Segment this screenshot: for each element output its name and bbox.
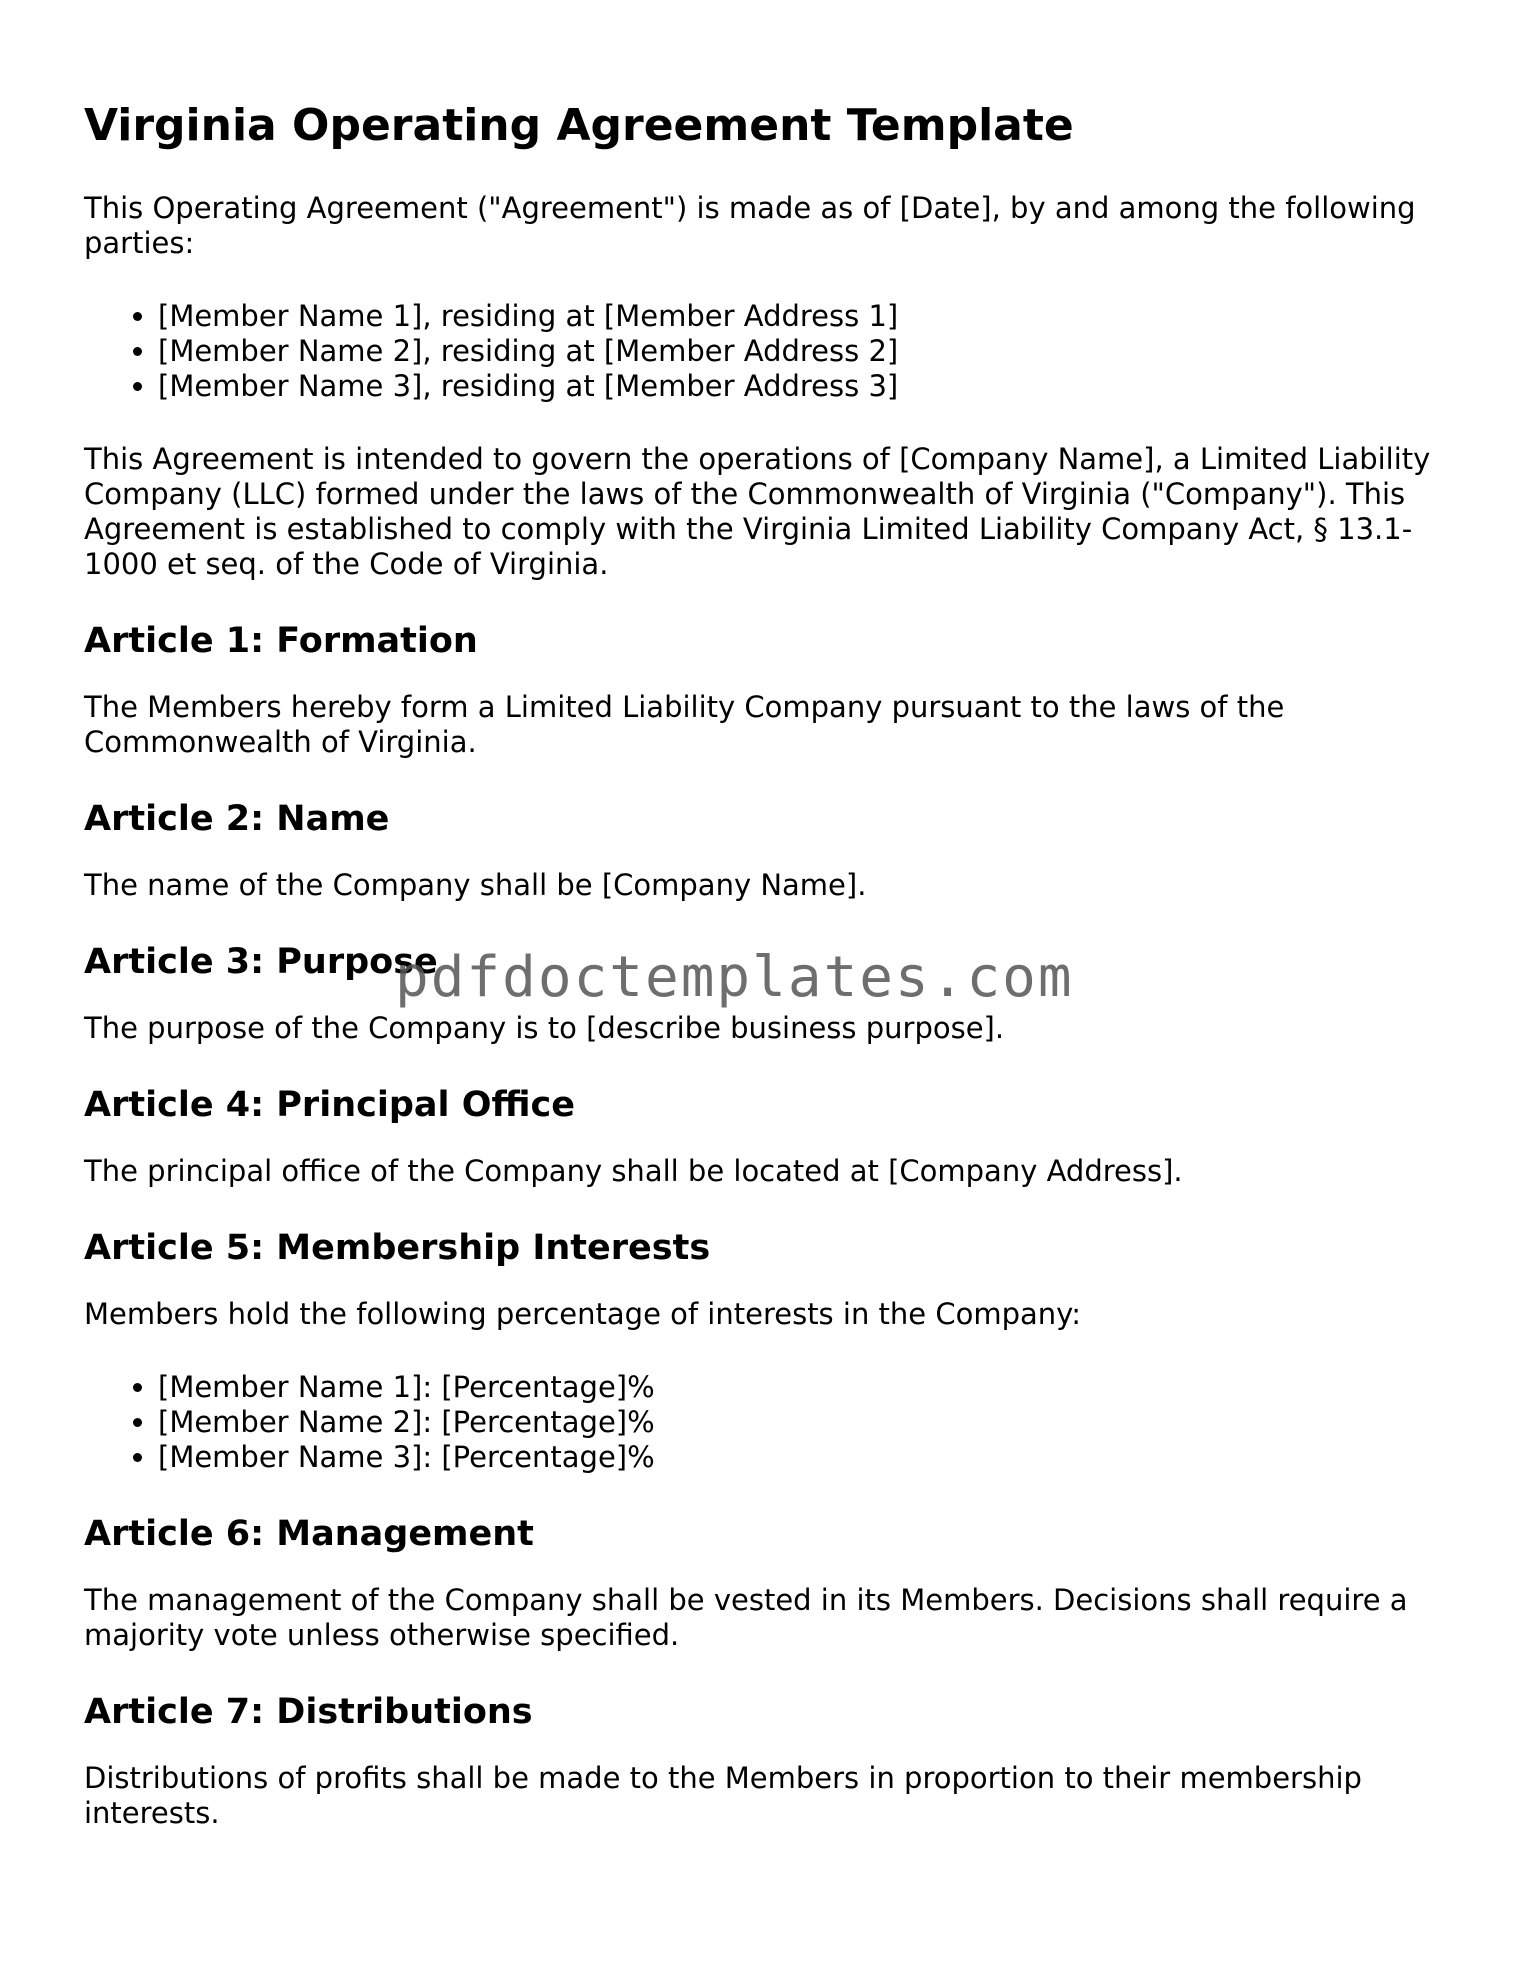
watermark-text: pdfdoctemplates.com: [395, 945, 1074, 1010]
party-item: • [Member Name 2], residing at [Member Address 2]: [158, 334, 1464, 369]
article-6-heading: Article 6: Management: [84, 1513, 534, 1554]
parties-list: [84, 299, 1464, 404]
intro-paragraph: This Operating Agreement ("Agreement") is made as of [Date], by and among the following parties:: [84, 190, 1416, 260]
article-7-text: Distributions of profits shall be made to the Members in proportion to their membership interests.: [84, 1760, 1362, 1830]
article-1-text: The Members hereby form a Limited Liability Company pursuant to the laws of the Commonwealth of Virginia.: [84, 689, 1285, 759]
interest-item: • [Member Name 3]: [Percentage]%: [158, 1440, 1464, 1475]
article-6-text: The management of the Company shall be vested in its Members. Decisions shall require a majority vote unless otherwise specified.: [84, 1582, 1408, 1652]
article-5-heading: Article 5: Membership Interests: [84, 1227, 711, 1268]
article-5-text: Members hold the following percentage of interests in the Company:: [84, 1296, 1081, 1331]
interest-item: • [Member Name 1]: [Percentage]%: [158, 1370, 1464, 1405]
document-title: Virginia Operating Agreement Template: [84, 100, 1074, 151]
interest-item: • [Member Name 2]: [Percentage]%: [158, 1405, 1464, 1440]
article-2-text: The name of the Company shall be [Company Name].: [84, 867, 867, 902]
article-3-text: The purpose of the Company is to [describe business purpose].: [84, 1010, 1005, 1045]
article-1-heading: Article 1: Formation: [84, 620, 478, 661]
article-4-text: The principal office of the Company shall be located at [Company Address].: [84, 1153, 1183, 1188]
article-4-heading: Article 4: Principal Office: [84, 1084, 575, 1125]
party-item: • [Member Name 3], residing at [Member Address 3]: [158, 369, 1464, 404]
article-2-heading: Article 2: Name: [84, 798, 390, 839]
article-7-heading: Article 7: Distributions: [84, 1691, 533, 1732]
document-page: [84, 100, 1464, 1869]
party-item: • [Member Name 1], residing at [Member Address 1]: [158, 299, 1464, 334]
membership-interests-list: [84, 1370, 1464, 1475]
govern-paragraph: This Agreement is intended to govern the operations of [Company Name], a Limited Liability Company (LLC) formed under the laws of the Commonwealth of Virginia ("Company"). This Agreement is established to comply with the Virginia Limited Liability Company Act, § 13.1-1000 et seq. of the Code of Virginia.: [84, 441, 1431, 581]
article-3-heading: Article 3: Purpose: [84, 941, 438, 982]
